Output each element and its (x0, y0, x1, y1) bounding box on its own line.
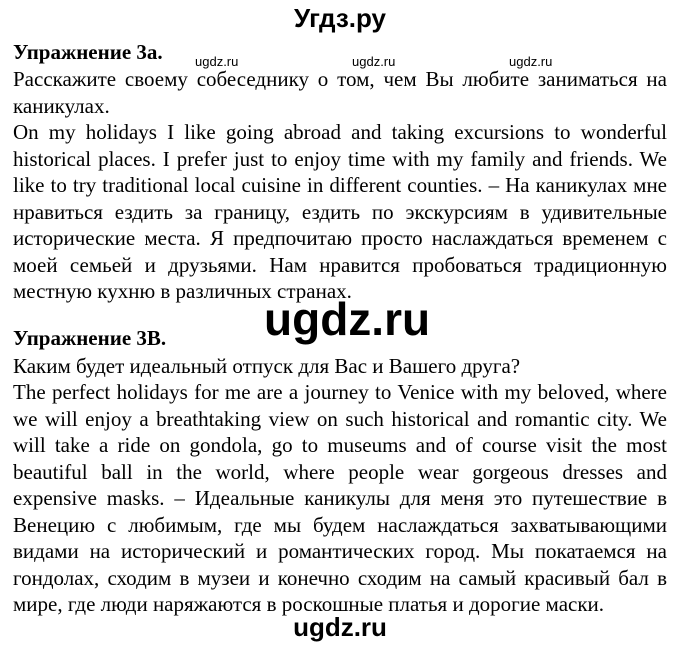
exercise-3b-heading: Упражнение 3В. (13, 326, 167, 350)
watermark-bottom: ugdz.ru (293, 612, 387, 642)
exercise-3a-heading: Упражнение 3а. (13, 40, 163, 64)
exercise-3a-answer: On my holidays I like going abroad and taking excursions to wonderful historical places. I prefer just to enjoy time with my family and friends. We like to try traditional local cuisine in different counties. – На каникулах мне нравиться ездить за границу, ездить по экскурсиям в удивительные исторические места. Я предпочитаю просто наслаждаться временем с моей семьей и друзьями. Нам нравится пробоваться традиционную местную кухню в различных странах. (13, 120, 667, 303)
exercise-3b-answer: The perfect holidays for me are a journey to Venice with my beloved, where we will enjoy a breathtaking view on such historical and romantic city. We will take a ride on gondola, go to museums and of course visit the most beautiful ball in the world, where people wear gorgeous dresses and expensive masks. – Идеальные каникулы для меня это путешествие в Венецию с любимым, где мы будем наслаждаться захватывающими видами на исторический и романтических город. Мы покатаемся на гондолах, сходим в музеи и конечно сходим на самый красивый бал в мире, где люди наряжаются в роскошные платья и дорогие маски. (13, 380, 667, 616)
watermark-small-1: ugdz.ru (195, 54, 239, 69)
exercise-3b-task: Каким будет идеальный отпуск для Вас и Вашего друга? (13, 354, 521, 378)
exercise-3a-task: Расскажите своему собеседнику о том, чем Вы любите заниматься на каникулах. (13, 67, 667, 118)
watermark-small-2: ugdz.ru (352, 54, 396, 69)
watermark-top: Угдз.ру (294, 3, 386, 33)
watermark-middle: ugdz.ru (264, 293, 431, 345)
watermark-small-3: ugdz.ru (509, 54, 553, 69)
